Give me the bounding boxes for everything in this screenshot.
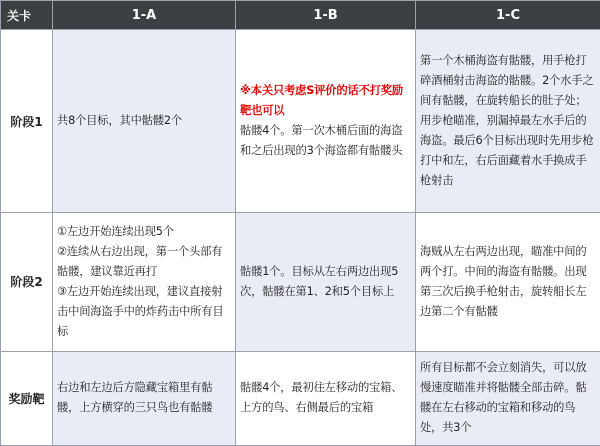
cell-1c-bonus xyxy=(416,351,600,445)
cell-text: 所有目标都不会立刻消失，可以放慢速度瞄准并将骷髅全部击碎。骷髅在左右移动的宝箱和移动的鸟处，共3个 xyxy=(420,361,587,435)
cell-text: 骷髅4个，最初往左移动的宝箱、上方的鸟、右侧最后的宝箱 xyxy=(240,381,403,415)
cell-1a-stage2 xyxy=(53,212,236,351)
cell-text: 骷髅1个。目标从左右两边出现5次，骷髅在第1、2和5个目标上 xyxy=(240,264,399,298)
cell-text: 第一个木桶海盗有骷髅，用手枪打碎酒桶射击海盗的骷髅。2个水手之间有骷髅，在旋转船长的肚子处；用步枪瞄准，别漏掉最左水手后的海盗。最后6个目标出现时先用步枪打中和左，右后面藏着水手换成手枪射击 xyxy=(420,54,594,188)
cell-1c-stage1 xyxy=(416,30,600,213)
row-label: 奖励靶 xyxy=(1,351,53,445)
cell-text: 共8个目标，其中骷髅2个 xyxy=(57,114,182,128)
cell-text: 右边和左边后方隐藏宝箱里有骷髅，上方横穿的三只鸟也有骷髅 xyxy=(57,381,213,415)
cell-text: ②连续从右边出现，第一个头部有骷髅，建议靠近再打 xyxy=(57,244,223,278)
table-row xyxy=(1,351,600,445)
cell-1a-bonus xyxy=(53,351,236,445)
cell-text: 骷髅4个。第一次木桶后面的海盗和之后出现的3个海盗都有骷髅头 xyxy=(240,124,403,158)
cell-1b-stage2 xyxy=(236,212,416,351)
row-label: 阶段2 xyxy=(1,212,53,351)
header-1a: 1-A xyxy=(53,1,236,30)
header-1b: 1-B xyxy=(236,1,416,30)
table-row xyxy=(1,212,600,351)
table-row xyxy=(1,30,600,213)
header-row xyxy=(1,1,600,30)
row-label: 阶段1 xyxy=(1,30,53,213)
cell-text: 海贼从左右两边出现，瞄准中间的两个打。中间的海盗有骷髅。出现第三次后换手枪射击，旋转船长左边第二个有骷髅 xyxy=(420,244,587,318)
header-level: 关卡 xyxy=(1,1,53,30)
cell-1b-stage1 xyxy=(236,30,416,213)
cell-1a-stage1 xyxy=(53,30,236,213)
cell-text: ①左边开始连续出现5个 xyxy=(57,224,174,238)
cell-1c-stage2 xyxy=(416,212,600,351)
header-1c: 1-C xyxy=(416,1,600,30)
red-note: ※本关只考虑S评价的话不打奖励靶也可以 xyxy=(240,84,403,118)
cell-1b-bonus xyxy=(236,351,416,445)
cell-text: ③左边开始连续出现，建议直接射击中间海盗手中的炸药击中所有目标 xyxy=(57,284,224,338)
